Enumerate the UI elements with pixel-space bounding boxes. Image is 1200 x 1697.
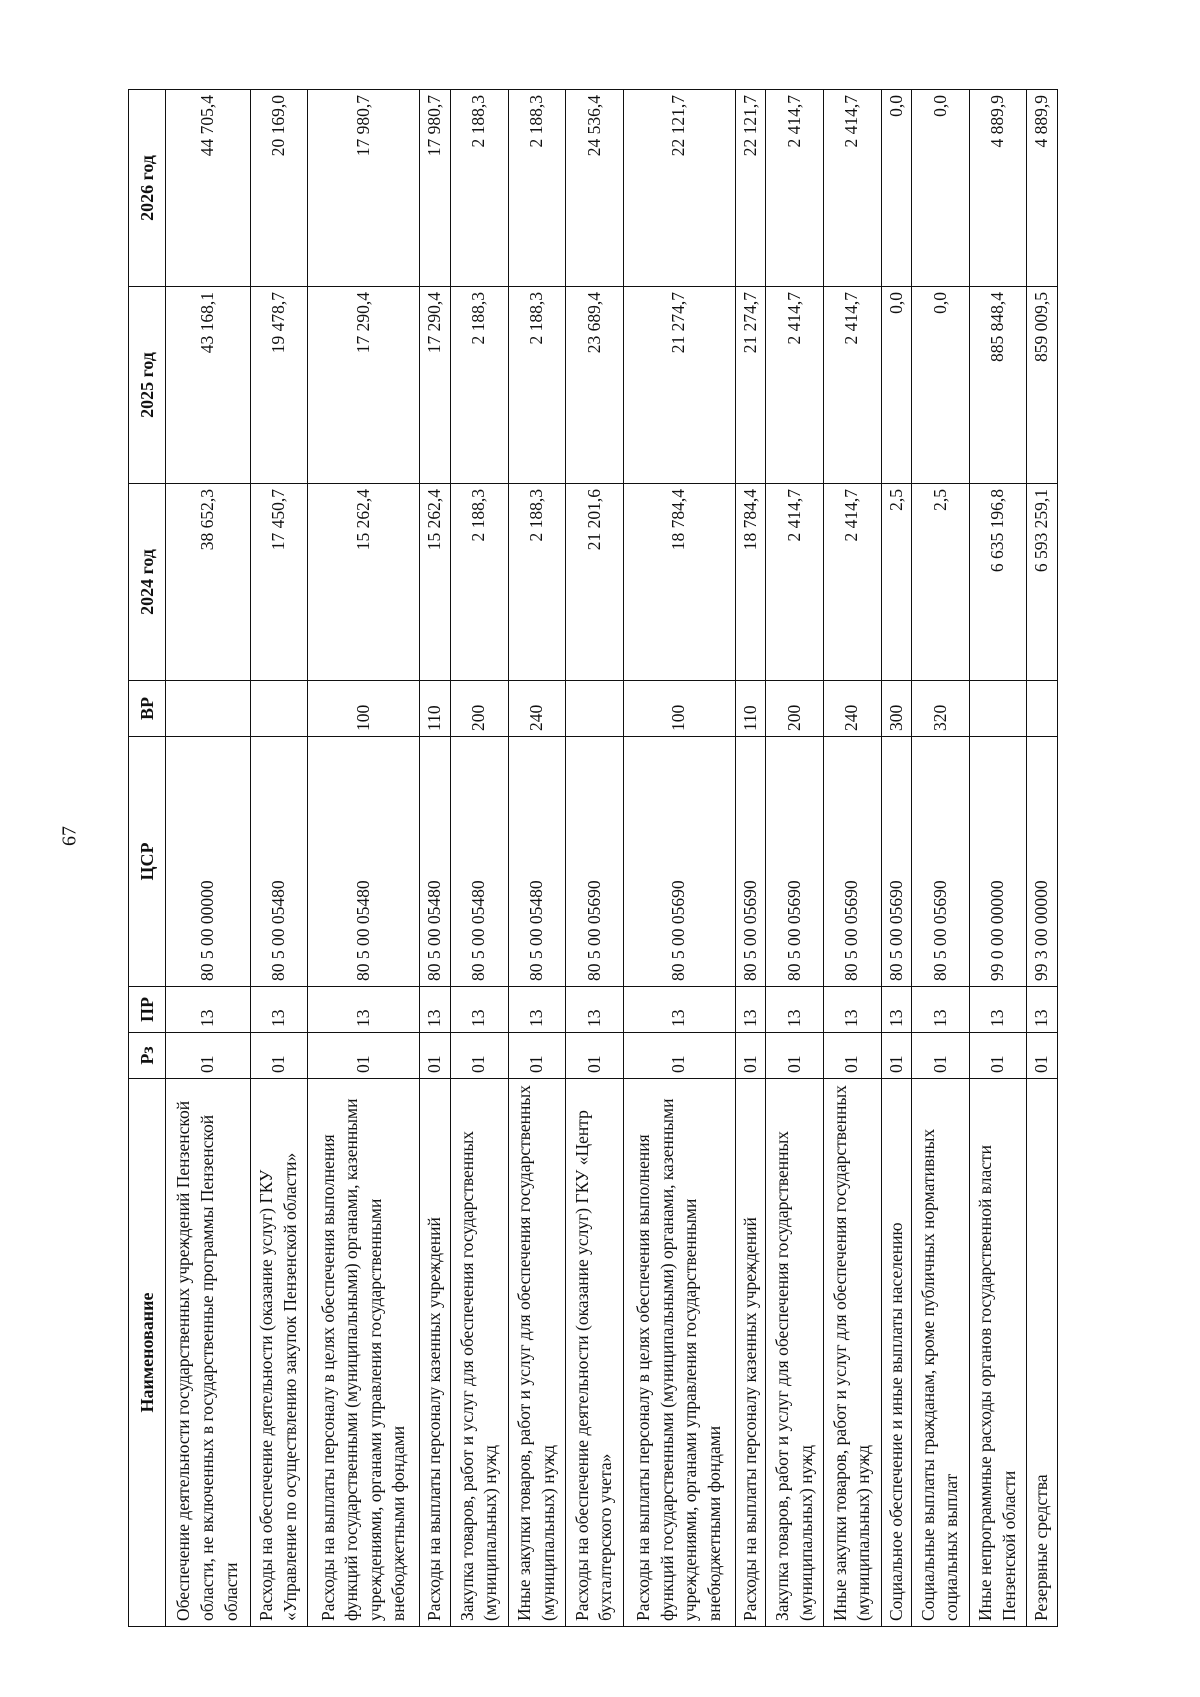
cell-pr: 13 — [969, 987, 1027, 1033]
cell-rz: 01 — [308, 1033, 420, 1079]
header-2026: 2026 год — [129, 90, 166, 287]
cell-name: Расходы на обеспечение деятельности (оказание услуг) ГКУ «Управление по осуществлению закупок Пензенской области» — [250, 1079, 308, 1627]
cell-y2025: 17 290,4 — [420, 287, 451, 484]
cell-pr: 13 — [450, 987, 508, 1033]
cell-y2026: 0,0 — [881, 90, 912, 287]
cell-y2024: 15 262,4 — [420, 484, 451, 681]
cell-name: Расходы на обеспечение деятельности (оказание услуг) ГКУ «Центр бухгалтерского учета» — [566, 1079, 624, 1627]
cell-csr: 80 5 00 05690 — [766, 737, 824, 987]
cell-pr: 13 — [912, 987, 970, 1033]
header-csr: ЦСР — [129, 737, 166, 987]
cell-csr: 99 0 00 00000 — [969, 737, 1027, 987]
cell-pr: 13 — [766, 987, 824, 1033]
cell-y2024: 2,5 — [881, 484, 912, 681]
cell-csr: 80 5 00 05690 — [623, 737, 735, 987]
cell-rz: 01 — [566, 1033, 624, 1079]
table-row — [1027, 90, 1058, 1627]
cell-y2024: 2 188,3 — [508, 484, 566, 681]
header-pr: ПР — [129, 987, 166, 1033]
cell-vr: 240 — [508, 681, 566, 737]
cell-vr: 300 — [881, 681, 912, 737]
cell-y2026: 2 188,3 — [450, 90, 508, 287]
cell-name: Расходы на выплаты персоналу в целях обеспечения выполнения функций государственными (муниципальными) органами, казенными учреждениями, органами управления государственными внебюджетными фондами — [308, 1079, 420, 1627]
table-row — [566, 90, 624, 1627]
cell-y2026: 4 889,9 — [1027, 90, 1058, 287]
cell-pr: 13 — [308, 987, 420, 1033]
header-vr: ВР — [129, 681, 166, 737]
table-row — [450, 90, 508, 1627]
cell-y2026: 20 169,0 — [250, 90, 308, 287]
cell-y2026: 24 536,4 — [566, 90, 624, 287]
cell-rz: 01 — [823, 1033, 881, 1079]
table-row — [308, 90, 420, 1627]
cell-rz: 01 — [881, 1033, 912, 1079]
header-2024: 2024 год — [129, 484, 166, 681]
cell-y2026: 2 414,7 — [766, 90, 824, 287]
cell-name: Расходы на выплаты персоналу казенных учреждений — [735, 1079, 766, 1627]
cell-name: Обеспечение деятельности государственных учреждений Пензенской области, не включенных в государственные программы Пензенской области — [166, 1079, 251, 1627]
cell-csr: 80 5 00 05480 — [250, 737, 308, 987]
cell-csr: 80 5 00 05480 — [308, 737, 420, 987]
cell-y2026: 2 188,3 — [508, 90, 566, 287]
cell-vr — [1027, 681, 1058, 737]
cell-vr — [166, 681, 251, 737]
cell-name: Иные закупки товаров, работ и услуг для обеспечения государственных (муниципальных) нужд — [508, 1079, 566, 1627]
cell-rz: 01 — [450, 1033, 508, 1079]
table-body — [166, 90, 1058, 1627]
cell-name: Иные закупки товаров, работ и услуг для обеспечения государственных (муниципальных) нужд — [823, 1079, 881, 1627]
cell-y2024: 18 784,4 — [623, 484, 735, 681]
table-row — [250, 90, 308, 1627]
page-number: 67 — [58, 826, 81, 846]
cell-y2024: 21 201,6 — [566, 484, 624, 681]
cell-csr: 80 5 00 05690 — [566, 737, 624, 987]
cell-y2025: 0,0 — [912, 287, 970, 484]
cell-rz: 01 — [508, 1033, 566, 1079]
table-row — [735, 90, 766, 1627]
budget-table — [128, 89, 1058, 1627]
cell-y2024: 2 414,7 — [823, 484, 881, 681]
cell-vr — [969, 681, 1027, 737]
cell-rz: 01 — [623, 1033, 735, 1079]
cell-pr: 13 — [881, 987, 912, 1033]
cell-y2024: 2 188,3 — [450, 484, 508, 681]
cell-y2024: 6 593 259,1 — [1027, 484, 1058, 681]
table-row — [766, 90, 824, 1627]
cell-name: Расходы на выплаты персоналу в целях обеспечения выполнения функций государственными (муниципальными) органами, казенными учреждениями, органами управления государственными внебюджетными фондами — [623, 1079, 735, 1627]
cell-y2025: 859 009,5 — [1027, 287, 1058, 484]
cell-vr: 100 — [623, 681, 735, 737]
header-rz: Рз — [129, 1033, 166, 1079]
cell-vr: 240 — [823, 681, 881, 737]
cell-y2025: 2 188,3 — [508, 287, 566, 484]
table-row — [969, 90, 1027, 1627]
cell-rz: 01 — [766, 1033, 824, 1079]
cell-y2024: 17 450,7 — [250, 484, 308, 681]
cell-csr: 80 5 00 05690 — [881, 737, 912, 987]
cell-name: Закупка товаров, работ и услуг для обеспечения государственных (муниципальных) нужд — [450, 1079, 508, 1627]
cell-rz: 01 — [1027, 1033, 1058, 1079]
cell-vr: 110 — [420, 681, 451, 737]
table-row — [166, 90, 251, 1627]
cell-y2026: 22 121,7 — [735, 90, 766, 287]
cell-name: Расходы на выплаты персоналу казенных учреждений — [420, 1079, 451, 1627]
cell-y2024: 18 784,4 — [735, 484, 766, 681]
cell-y2024: 2,5 — [912, 484, 970, 681]
cell-rz: 01 — [420, 1033, 451, 1079]
cell-name: Социальные выплаты гражданам, кроме публичных нормативных социальных выплат — [912, 1079, 970, 1627]
cell-y2025: 17 290,4 — [308, 287, 420, 484]
table-row — [623, 90, 735, 1627]
cell-pr: 13 — [508, 987, 566, 1033]
cell-vr: 200 — [766, 681, 824, 737]
cell-y2025: 43 168,1 — [166, 287, 251, 484]
cell-y2026: 17 980,7 — [308, 90, 420, 287]
cell-y2025: 21 274,7 — [623, 287, 735, 484]
cell-vr: 110 — [735, 681, 766, 737]
table-header-row — [129, 90, 166, 1627]
cell-name: Резервные средства — [1027, 1079, 1058, 1627]
cell-y2026: 17 980,7 — [420, 90, 451, 287]
cell-y2025: 2 414,7 — [766, 287, 824, 484]
cell-pr: 13 — [1027, 987, 1058, 1033]
cell-rz: 01 — [166, 1033, 251, 1079]
cell-y2024: 15 262,4 — [308, 484, 420, 681]
table-row — [881, 90, 912, 1627]
cell-y2024: 6 635 196,8 — [969, 484, 1027, 681]
cell-y2025: 21 274,7 — [735, 287, 766, 484]
cell-y2025: 0,0 — [881, 287, 912, 484]
cell-y2026: 4 889,9 — [969, 90, 1027, 287]
cell-csr: 80 5 00 05480 — [450, 737, 508, 987]
cell-pr: 13 — [420, 987, 451, 1033]
cell-name: Закупка товаров, работ и услуг для обеспечения государственных (муниципальных) нужд — [766, 1079, 824, 1627]
header-name: Наименование — [129, 1079, 166, 1627]
cell-vr — [566, 681, 624, 737]
cell-pr: 13 — [623, 987, 735, 1033]
cell-y2024: 38 652,3 — [166, 484, 251, 681]
cell-csr: 99 3 00 00000 — [1027, 737, 1058, 987]
cell-vr: 100 — [308, 681, 420, 737]
cell-rz: 01 — [969, 1033, 1027, 1079]
cell-csr: 80 5 00 05690 — [823, 737, 881, 987]
cell-vr — [250, 681, 308, 737]
cell-rz: 01 — [735, 1033, 766, 1079]
table-row — [508, 90, 566, 1627]
table-row — [912, 90, 970, 1627]
cell-pr: 13 — [166, 987, 251, 1033]
cell-pr: 13 — [823, 987, 881, 1033]
cell-name: Иные непрограммные расходы органов государственной власти Пензенской области — [969, 1079, 1027, 1627]
rotated-table-container — [128, 90, 1058, 1627]
cell-y2026: 22 121,7 — [623, 90, 735, 287]
cell-y2026: 44 705,4 — [166, 90, 251, 287]
cell-y2026: 2 414,7 — [823, 90, 881, 287]
cell-rz: 01 — [250, 1033, 308, 1079]
cell-csr: 80 5 00 00000 — [166, 737, 251, 987]
cell-y2025: 2 188,3 — [450, 287, 508, 484]
table-row — [420, 90, 451, 1627]
cell-y2025: 19 478,7 — [250, 287, 308, 484]
cell-y2026: 0,0 — [912, 90, 970, 287]
cell-y2025: 885 848,4 — [969, 287, 1027, 484]
cell-csr: 80 5 00 05480 — [508, 737, 566, 987]
cell-vr: 320 — [912, 681, 970, 737]
cell-pr: 13 — [566, 987, 624, 1033]
cell-pr: 13 — [250, 987, 308, 1033]
cell-csr: 80 5 00 05480 — [420, 737, 451, 987]
cell-rz: 01 — [912, 1033, 970, 1079]
cell-y2024: 2 414,7 — [766, 484, 824, 681]
cell-pr: 13 — [735, 987, 766, 1033]
cell-y2025: 23 689,4 — [566, 287, 624, 484]
header-2025: 2025 год — [129, 287, 166, 484]
cell-name: Социальное обеспечение и иные выплаты населению — [881, 1079, 912, 1627]
cell-csr: 80 5 00 05690 — [912, 737, 970, 987]
cell-csr: 80 5 00 05690 — [735, 737, 766, 987]
cell-y2025: 2 414,7 — [823, 287, 881, 484]
table-row — [823, 90, 881, 1627]
cell-vr: 200 — [450, 681, 508, 737]
